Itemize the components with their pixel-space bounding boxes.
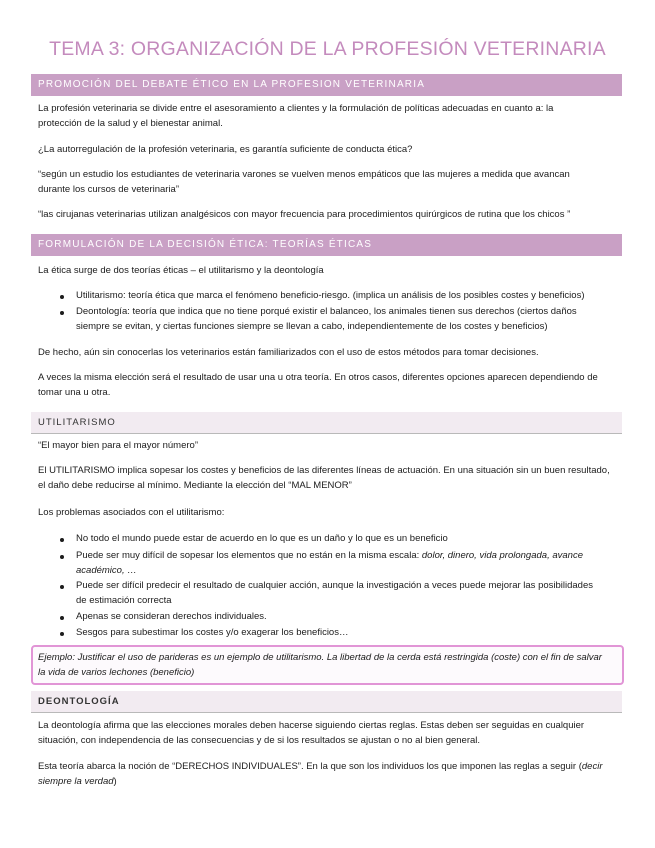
paragraph: La profesión veterinaria se divide entre el asesoramiento a clientes y la formulación de políticas adecuadas en cuanto a: la xyxy=(38,103,554,114)
list-item-text: Puede ser muy difícil de sopesar los elementos que no están en la misma escala: xyxy=(76,550,422,561)
bullet-icon xyxy=(60,555,64,559)
subsection-heading-deontologia: DEONTOLOGÍA xyxy=(31,691,622,713)
paragraph: De hecho, aún sin conocerlas los veterinarios están familiarizados con el uso de estos métodos para tomar decisiones. xyxy=(38,347,539,358)
paragraph: Los problemas asociados con el utilitarismo: xyxy=(38,507,225,518)
bullet-icon xyxy=(60,632,64,636)
bullet-icon xyxy=(60,538,64,542)
list-item: Deontología: teoría que indica que no tiene porqué existir el balanceo, los animales tienen sus derechos (ciertos daños xyxy=(76,306,577,317)
paragraph: La deontología afirma que las elecciones morales deben hacerse siguiendo ciertas reglas. Estas deben ser seguidas en cualquier xyxy=(38,720,585,731)
example-text: la vida de varios lechones (beneficio) xyxy=(38,667,195,678)
paragraph: tomar una u otra. xyxy=(38,387,111,398)
paragraph: A veces la misma elección será el resultado de usar una u otra teoría. En otros casos, diferentes opciones aparecen dependiendo de xyxy=(38,372,598,383)
list-item xyxy=(76,548,583,564)
list-item: No todo el mundo puede estar de acuerdo en lo que es un daño y lo que es un beneficio xyxy=(76,533,448,544)
paragraph xyxy=(38,774,117,790)
paragraph: protección de la salud y el bienestar animal. xyxy=(38,118,223,129)
paragraph: El UTILITARISMO implica sopesar los costes y beneficios de las diferentes líneas de actuación. En una situación sin un buen resultado, xyxy=(38,465,610,476)
paragraph-italic-text: decir xyxy=(581,761,603,772)
quote-paragraph: durante los cursos de veterinaria” xyxy=(38,184,179,195)
example-text: Ejemplo: Justificar el uso de parideras es un ejemplo de utilitarismo. La libertad de la cerda está restringida (coste) con el fin de salvar xyxy=(38,652,602,663)
bullet-icon xyxy=(60,295,64,299)
bullet-icon xyxy=(60,311,64,315)
question-paragraph: ¿La autorregulación de la profesión veterinaria, es garantía suficiente de conducta ética? xyxy=(38,144,413,155)
list-item: Puede ser difícil predecir el resultado de cualquier acción, aunque la investigación a veces puede mejorar las posibilidades xyxy=(76,580,594,591)
list-item: Utilitarismo: teoría ética que marca el fenómeno beneficio-riesgo. (implica un análisis de los posibles costes y beneficios) xyxy=(76,290,585,301)
quote-paragraph: “El mayor bien para el mayor número” xyxy=(38,440,198,451)
list-item-continuation: siempre se evitan, y ciertas funciones siempre se llevan a cabo, independientemente de los costes y beneficios) xyxy=(76,321,548,332)
list-item: Sesgos para subestimar los costes y/o exagerar los beneficios… xyxy=(76,627,349,638)
paragraph: situación, con independencia de las consecuencias y de si los resultados se ajustan o no al bien general. xyxy=(38,735,481,746)
list-item: Apenas se consideran derechos individuales. xyxy=(76,611,267,622)
list-item-continuation: de estimación correcta xyxy=(76,595,172,606)
bullet-icon xyxy=(60,616,64,620)
page-title: TEMA 3: ORGANIZACIÓN DE LA PROFESIÓN VETERINARIA xyxy=(49,38,606,60)
section-heading-promocion: PROMOCIÓN DEL DEBATE ÉTICO EN LA PROFESION VETERINARIA xyxy=(31,74,622,96)
section-heading-formulacion: FORMULACIÓN DE LA DECISIÓN ÉTICA: TEORÍAS ÉTICAS xyxy=(31,234,622,256)
paragraph: el daño debe reducirse al mínimo. Mediante la elección del “MAL MENOR” xyxy=(38,480,352,491)
paragraph-text: ) xyxy=(113,776,117,787)
bullet-icon xyxy=(60,585,64,589)
list-item-italic-text: dolor, dinero, vida prolongada, avance xyxy=(421,550,583,561)
list-item-continuation: académico, … xyxy=(76,565,137,576)
paragraph-italic-text: siempre la verdad xyxy=(38,776,114,787)
paragraph-text: Esta teoría abarca la noción de “DERECHOS INDIVIDUALES”. En la que son los individuos los que imponen las reglas a seguir ( xyxy=(38,761,582,772)
paragraph xyxy=(38,759,602,775)
quote-paragraph: “las cirujanas veterinarias utilizan analgésicos con mayor frecuencia para procedimientos quirúrgicos de rutina que los chicos ” xyxy=(38,209,571,220)
paragraph: La ética surge de dos teorías éticas – el utilitarismo y la deontología xyxy=(38,265,324,276)
subsection-heading-utilitarismo: UTILITARISMO xyxy=(31,412,622,434)
quote-paragraph: “según un estudio los estudiantes de veterinaria varones se vuelven menos empáticos que las mujeres a medida que avancan xyxy=(38,169,570,180)
